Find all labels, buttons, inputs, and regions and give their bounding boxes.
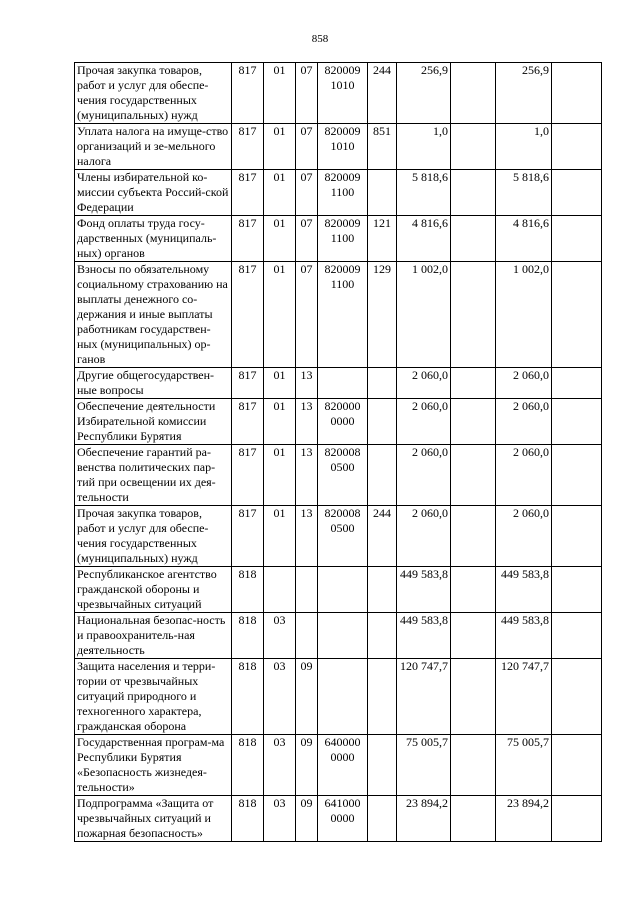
expense-type-cell (368, 567, 397, 613)
subsection-code-cell: 07 (296, 124, 318, 170)
row-name-cell: Фонд оплаты труда госу-дарственных (муниципаль-ных) органов (75, 216, 232, 262)
amount-approved-cell: 1 002,0 (496, 262, 552, 368)
expense-type-cell (368, 659, 397, 735)
expense-type-cell (368, 399, 397, 445)
table-row (75, 735, 602, 796)
amount-empty-cell (451, 399, 496, 445)
subsection-code-cell: 09 (296, 735, 318, 796)
expense-type-cell: 121 (368, 216, 397, 262)
subsection-code-cell: 07 (296, 216, 318, 262)
amount-total-cell: 23 894,2 (397, 796, 451, 842)
amount-extra-cell (552, 216, 602, 262)
expense-type-cell (368, 613, 397, 659)
amount-approved-cell: 1,0 (496, 124, 552, 170)
row-name-cell: Прочая закупка товаров, работ и услуг для обеспе-чения государственных (муниципальных) нужд (75, 63, 232, 124)
ved-code-cell: 817 (232, 63, 264, 124)
section-code-cell: 01 (264, 63, 296, 124)
table-row (75, 399, 602, 445)
amount-empty-cell (451, 170, 496, 216)
amount-total-cell: 449 583,8 (397, 613, 451, 659)
ved-code-cell: 817 (232, 506, 264, 567)
target-article-cell (318, 567, 368, 613)
expense-type-cell: 244 (368, 63, 397, 124)
expense-type-cell (368, 735, 397, 796)
subsection-code-cell (296, 613, 318, 659)
amount-approved-cell: 449 583,8 (496, 613, 552, 659)
section-code-cell (264, 567, 296, 613)
subsection-code-cell: 13 (296, 506, 318, 567)
section-code-cell: 03 (264, 735, 296, 796)
subsection-code-cell: 13 (296, 368, 318, 399)
amount-approved-cell: 120 747,7 (496, 659, 552, 735)
ved-code-cell: 817 (232, 368, 264, 399)
section-code-cell: 01 (264, 262, 296, 368)
row-name-cell: Государственная програм-ма Республики Бурятия «Безопасность жизнедея-тельности» (75, 735, 232, 796)
section-code-cell: 01 (264, 216, 296, 262)
row-name-cell: Обеспечение деятельности Избирательной комиссии Республики Бурятия (75, 399, 232, 445)
amount-approved-cell: 449 583,8 (496, 567, 552, 613)
target-article-cell (318, 613, 368, 659)
amount-empty-cell (451, 63, 496, 124)
subsection-code-cell: 07 (296, 63, 318, 124)
table-row (75, 796, 602, 842)
amount-total-cell: 5 818,6 (397, 170, 451, 216)
target-article-cell: 820008 0500 (318, 506, 368, 567)
amount-extra-cell (552, 796, 602, 842)
table-row (75, 659, 602, 735)
section-code-cell: 01 (264, 170, 296, 216)
amount-empty-cell (451, 613, 496, 659)
ved-code-cell: 818 (232, 567, 264, 613)
table-row (75, 445, 602, 506)
ved-code-cell: 817 (232, 170, 264, 216)
amount-total-cell: 2 060,0 (397, 399, 451, 445)
amount-extra-cell (552, 399, 602, 445)
section-code-cell: 01 (264, 506, 296, 567)
amount-approved-cell: 75 005,7 (496, 735, 552, 796)
target-article-cell: 820009 1100 (318, 262, 368, 368)
amount-approved-cell: 2 060,0 (496, 368, 552, 399)
amount-extra-cell (552, 63, 602, 124)
amount-total-cell: 2 060,0 (397, 445, 451, 506)
amount-approved-cell: 2 060,0 (496, 445, 552, 506)
amount-empty-cell (451, 124, 496, 170)
amount-extra-cell (552, 659, 602, 735)
amount-empty-cell (451, 659, 496, 735)
amount-approved-cell: 2 060,0 (496, 506, 552, 567)
amount-extra-cell (552, 613, 602, 659)
amount-approved-cell: 23 894,2 (496, 796, 552, 842)
table-row (75, 613, 602, 659)
target-article-cell: 820009 1100 (318, 170, 368, 216)
subsection-code-cell: 13 (296, 399, 318, 445)
amount-approved-cell: 5 818,6 (496, 170, 552, 216)
ved-code-cell: 817 (232, 216, 264, 262)
expense-type-cell: 244 (368, 506, 397, 567)
amount-empty-cell (451, 796, 496, 842)
table-row (75, 63, 602, 124)
budget-table-body (75, 63, 602, 842)
amount-empty-cell (451, 567, 496, 613)
amount-approved-cell: 2 060,0 (496, 399, 552, 445)
amount-total-cell: 2 060,0 (397, 506, 451, 567)
table-row (75, 506, 602, 567)
budget-table (74, 62, 602, 842)
page-number: 858 (311, 33, 329, 45)
ved-code-cell: 817 (232, 445, 264, 506)
amount-extra-cell (552, 262, 602, 368)
section-code-cell: 01 (264, 445, 296, 506)
section-code-cell: 03 (264, 659, 296, 735)
ved-code-cell: 818 (232, 796, 264, 842)
row-name-cell: Обеспечение гарантий ра-венства политических пар-тий при освещении их дея-тельности (75, 445, 232, 506)
amount-total-cell: 1,0 (397, 124, 451, 170)
target-article-cell: 640000 0000 (318, 735, 368, 796)
subsection-code-cell: 07 (296, 170, 318, 216)
target-article-cell: 641000 0000 (318, 796, 368, 842)
section-code-cell: 01 (264, 124, 296, 170)
row-name-cell: Подпрограмма «Защита от чрезвычайных ситуаций и пожарная безопасность» (75, 796, 232, 842)
ved-code-cell: 818 (232, 659, 264, 735)
expense-type-cell (368, 796, 397, 842)
amount-extra-cell (552, 368, 602, 399)
row-name-cell: Защита населения и терри-тории от чрезвычайных ситуаций природного и техногенного характера, гражданская оборона (75, 659, 232, 735)
amount-empty-cell (451, 262, 496, 368)
amount-empty-cell (451, 216, 496, 262)
row-name-cell: Национальная безопас-ность и правоохранитель-ная деятельность (75, 613, 232, 659)
amount-extra-cell (552, 124, 602, 170)
amount-extra-cell (552, 567, 602, 613)
expense-type-cell: 851 (368, 124, 397, 170)
ved-code-cell: 817 (232, 124, 264, 170)
expense-type-cell (368, 368, 397, 399)
row-name-cell: Взносы по обязательному социальному страхованию на выплаты денежного со-держания и иные выплаты работникам государствен-ных (муниципальных) ор-ганов (75, 262, 232, 368)
amount-total-cell: 2 060,0 (397, 368, 451, 399)
section-code-cell: 03 (264, 613, 296, 659)
amount-extra-cell (552, 506, 602, 567)
target-article-cell: 820009 1010 (318, 63, 368, 124)
table-row (75, 216, 602, 262)
subsection-code-cell: 13 (296, 445, 318, 506)
amount-total-cell: 1 002,0 (397, 262, 451, 368)
section-code-cell: 01 (264, 368, 296, 399)
target-article-cell: 820008 0500 (318, 445, 368, 506)
target-article-cell: 820009 1010 (318, 124, 368, 170)
expense-type-cell (368, 170, 397, 216)
amount-total-cell: 75 005,7 (397, 735, 451, 796)
target-article-cell (318, 368, 368, 399)
subsection-code-cell: 09 (296, 796, 318, 842)
row-name-cell: Члены избирательной ко-миссии субъекта Россий-ской Федерации (75, 170, 232, 216)
table-row (75, 567, 602, 613)
ved-code-cell: 817 (232, 399, 264, 445)
amount-total-cell: 4 816,6 (397, 216, 451, 262)
table-row (75, 262, 602, 368)
row-name-cell: Прочая закупка товаров, работ и услуг для обеспе-чения государственных (муниципальных) нужд (75, 506, 232, 567)
subsection-code-cell: 07 (296, 262, 318, 368)
target-article-cell: 820009 1100 (318, 216, 368, 262)
subsection-code-cell (296, 567, 318, 613)
subsection-code-cell: 09 (296, 659, 318, 735)
ved-code-cell: 818 (232, 735, 264, 796)
ved-code-cell: 817 (232, 262, 264, 368)
amount-empty-cell (451, 445, 496, 506)
expense-type-cell: 129 (368, 262, 397, 368)
table-row (75, 124, 602, 170)
expense-type-cell (368, 445, 397, 506)
amount-total-cell: 449 583,8 (397, 567, 451, 613)
amount-empty-cell (451, 368, 496, 399)
amount-extra-cell (552, 735, 602, 796)
ved-code-cell: 818 (232, 613, 264, 659)
table-row (75, 170, 602, 216)
row-name-cell: Другие общегосударствен-ные вопросы (75, 368, 232, 399)
amount-total-cell: 256,9 (397, 63, 451, 124)
row-name-cell: Республиканское агентство гражданской обороны и чрезвычайных ситуаций (75, 567, 232, 613)
section-code-cell: 01 (264, 399, 296, 445)
target-article-cell (318, 659, 368, 735)
amount-extra-cell (552, 445, 602, 506)
amount-approved-cell: 4 816,6 (496, 216, 552, 262)
amount-empty-cell (451, 735, 496, 796)
section-code-cell: 03 (264, 796, 296, 842)
row-name-cell: Уплата налога на имуще-ство организаций и зе-мельного налога (75, 124, 232, 170)
amount-approved-cell: 256,9 (496, 63, 552, 124)
amount-total-cell: 120 747,7 (397, 659, 451, 735)
amount-extra-cell (552, 170, 602, 216)
target-article-cell: 820000 0000 (318, 399, 368, 445)
amount-empty-cell (451, 506, 496, 567)
table-row (75, 368, 602, 399)
